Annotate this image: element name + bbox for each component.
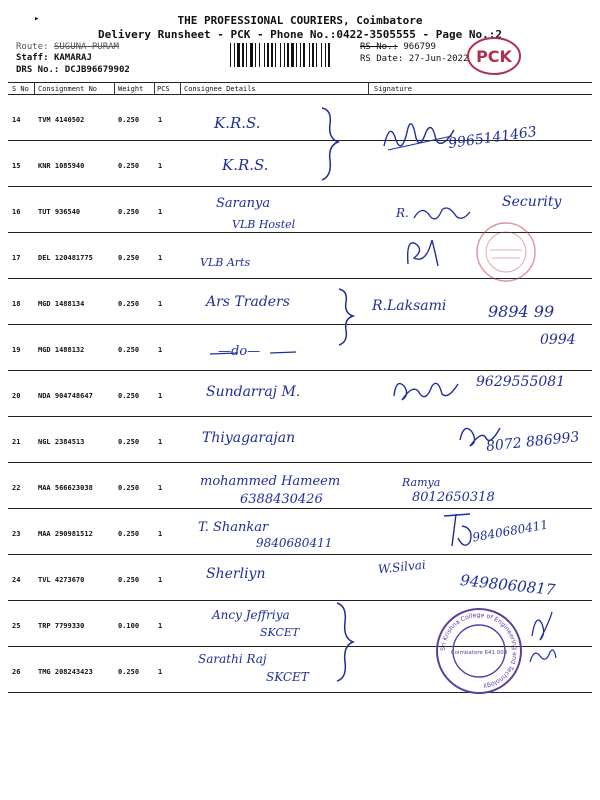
- barcode-bar: [267, 43, 269, 67]
- signature-r17-scribble: [402, 234, 442, 274]
- rs-date-label: RS Date:: [360, 54, 404, 64]
- barcode-bar: [237, 43, 240, 67]
- row-weight: 0.100: [118, 622, 140, 630]
- row-pcs: 1: [158, 576, 163, 584]
- row-consignment-no: KNR 1085940: [38, 162, 85, 170]
- col-pcs-header: PCS: [157, 85, 170, 93]
- row-sno: 15: [12, 162, 21, 170]
- signature-r20-phone: 9629555081: [476, 374, 566, 390]
- signature-r20-scribble: [390, 374, 470, 404]
- hw-r23-name1: T. Shankar: [198, 520, 269, 535]
- row-consignment-no: NDA 904748647: [38, 392, 93, 400]
- table-row: [8, 140, 592, 186]
- route-field: [16, 42, 119, 52]
- college-stamp: [434, 606, 524, 696]
- hw-r23-name2: 9840680411: [256, 536, 333, 550]
- row-sno: 24: [12, 576, 21, 584]
- barcode-bar: [264, 43, 265, 67]
- barcode-bar: [321, 43, 322, 67]
- col-weight-header: Weight: [118, 85, 144, 93]
- signature-r18-phone1: 9894 99: [488, 302, 555, 321]
- row-weight: 0.250: [118, 392, 140, 400]
- barcode-bar: [259, 43, 260, 67]
- col-sno-header: S No: [12, 85, 29, 93]
- row-weight: 0.250: [118, 530, 140, 538]
- col-consignment-header: Consignment No: [38, 85, 98, 93]
- row-consignment-no: DEL 120481775: [38, 254, 93, 262]
- hw-r16-name1: Saranya: [216, 196, 271, 211]
- row-consignment-no: MGD 1488134: [38, 300, 85, 308]
- signature-r16-security: Security: [502, 194, 562, 210]
- hw-r15-name: K.R.S.: [222, 156, 269, 174]
- barcode-bar: [246, 43, 247, 67]
- row-pcs: 1: [158, 530, 163, 538]
- row-weight: 0.250: [118, 668, 140, 676]
- barcode-bar: [242, 43, 244, 67]
- barcode-bar: [275, 43, 276, 67]
- hw-r19-name: —do—: [218, 344, 261, 359]
- signature-r16-scribble: [412, 202, 472, 226]
- row-sno: 14: [12, 116, 21, 124]
- college-stamp-outer-text: Sri Krishna College of Engineering and Technology: [439, 611, 519, 690]
- barcode-bar: [271, 43, 273, 67]
- barcode-bar: [234, 43, 235, 67]
- rs-no-field: [360, 42, 436, 52]
- signature-r14-scribble: [380, 110, 460, 160]
- signature-r14-phone: 9965141463: [447, 123, 538, 153]
- hw-r25-name2: SKCET: [260, 626, 300, 639]
- row-weight: 0.250: [118, 208, 140, 216]
- row-sno: 20: [12, 392, 21, 400]
- col-signature-header: Signature: [374, 85, 412, 93]
- barcode-bar: [280, 43, 281, 67]
- row-consignment-no: TMG 208243423: [38, 668, 93, 676]
- row-sno: 22: [12, 484, 21, 492]
- hw-r14-name: K.R.S.: [214, 114, 261, 132]
- row-weight: 0.250: [118, 576, 140, 584]
- row-consignment-no: TVL 4273670: [38, 576, 85, 584]
- row-consignment-no: MGD 1488132: [38, 346, 85, 354]
- signature-r24-name: W.Silvai: [377, 557, 427, 577]
- signature-r22-name: Ramya: [402, 476, 441, 489]
- route-label: Route:: [16, 42, 49, 52]
- staff-field: [16, 53, 92, 63]
- col-details-header: Consignee Details: [184, 85, 256, 93]
- barcode-bar: [325, 43, 326, 67]
- faded-red-stamp: [474, 220, 538, 284]
- row-sno: 23: [12, 530, 21, 538]
- row-consignment-no: MAA 290981512: [38, 530, 93, 538]
- row-pcs: 1: [158, 392, 163, 400]
- route-value: SUGUNA PURAM: [53, 42, 119, 52]
- row-pcs: 1: [158, 622, 163, 630]
- staff-value: KAMARAJ: [53, 53, 92, 63]
- brace-r25-r26: [334, 600, 358, 684]
- barcode-bar: [287, 43, 289, 67]
- pck-stamp-text: PCK: [476, 47, 512, 66]
- row-pcs: 1: [158, 438, 163, 446]
- row-weight: 0.250: [118, 300, 140, 308]
- barcode-bar: [328, 43, 330, 67]
- signature-r25-scribble: [528, 606, 556, 646]
- hw-r22-name1: mohammed Hameem: [200, 474, 341, 489]
- signature-r24-phone: 9498060817: [459, 571, 557, 599]
- header-arrow: ▸: [34, 14, 40, 24]
- signature-r18-phone2: 0994: [540, 332, 576, 348]
- hw-r25-name1: Ancy Jeffriya: [212, 608, 290, 622]
- row-pcs: 1: [158, 116, 163, 124]
- barcode-bar: [250, 43, 253, 67]
- row-weight: 0.250: [118, 438, 140, 446]
- hw-r24-name: Sherliyn: [206, 566, 266, 582]
- row-weight: 0.250: [118, 162, 140, 170]
- row-sno: 21: [12, 438, 21, 446]
- barcode-bar: [303, 43, 305, 67]
- hw-r22-name2: 6388430426: [240, 492, 323, 507]
- row-consignment-no: NGL 2384513: [38, 438, 85, 446]
- row-pcs: 1: [158, 208, 163, 216]
- row-sno: 26: [12, 668, 21, 676]
- barcode-bar: [309, 43, 310, 67]
- signature-r16-initial: R.: [396, 206, 409, 220]
- row-pcs: 1: [158, 484, 163, 492]
- row-sno: 25: [12, 622, 21, 630]
- barcode-bar: [255, 43, 256, 67]
- barcode-bar: [230, 43, 231, 67]
- row-consignment-no: TUT 936540: [38, 208, 81, 216]
- signature-r23-phone: 9840680411: [471, 517, 549, 545]
- barcode-bar: [284, 43, 285, 67]
- drs-field: [16, 65, 130, 75]
- rs-no-value: 966799: [403, 42, 436, 52]
- barcode-bar: [291, 43, 294, 67]
- drs-label: DRS No.:: [16, 65, 60, 75]
- row-weight: 0.250: [118, 116, 140, 124]
- row-pcs: 1: [158, 668, 163, 676]
- row-weight: 0.250: [118, 346, 140, 354]
- row-sno: 16: [12, 208, 21, 216]
- barcode-bar: [300, 43, 301, 67]
- row-weight: 0.250: [118, 484, 140, 492]
- rs-no-label: RS No.:: [360, 42, 398, 52]
- college-stamp-inner-text: Coimbatore 641 008: [450, 650, 508, 656]
- table-row: [8, 324, 592, 370]
- barcode-bar: [316, 43, 317, 67]
- ditto-line: [208, 348, 298, 358]
- row-sno: 19: [12, 346, 21, 354]
- row-pcs: 1: [158, 346, 163, 354]
- row-weight: 0.250: [118, 254, 140, 262]
- row-sno: 17: [12, 254, 21, 262]
- barcode-bar: [312, 43, 314, 67]
- hw-r26-name2: SKCET: [266, 670, 309, 684]
- signature-r18-name: R.Laksami: [372, 298, 447, 314]
- signature-r21-phone: 8072 886993: [485, 429, 581, 455]
- signature-r22-phone: 8012650318: [412, 490, 495, 505]
- document-subtitle: Delivery Runsheet - PCK - Phone No.:0422-3505555 - Page No.:2: [98, 28, 502, 41]
- barcode-bar: [296, 43, 297, 67]
- row-sno: 18: [12, 300, 21, 308]
- row-pcs: 1: [158, 300, 163, 308]
- row-consignment-no: TRP 7799330: [38, 622, 85, 630]
- row-pcs: 1: [158, 254, 163, 262]
- pck-stamp: [466, 36, 522, 76]
- signature-r26-scribble: [526, 644, 558, 670]
- brace-r18-r19: [336, 286, 358, 348]
- drs-value: DCJB96679902: [64, 65, 130, 75]
- hw-r17-name: VLB Arts: [200, 256, 251, 269]
- barcode: [228, 42, 358, 68]
- hw-r18-name: Ars Traders: [206, 294, 290, 310]
- rs-date-field: [360, 54, 468, 64]
- hw-r16-name2: VLB Hostel: [232, 218, 296, 231]
- row-pcs: 1: [158, 162, 163, 170]
- staff-label: Staff:: [16, 53, 49, 63]
- rs-date-value: 27-Jun-2022: [408, 54, 469, 64]
- hw-r20-name: Sundarraj M.: [206, 384, 301, 400]
- row-consignment-no: MAA 566623038: [38, 484, 93, 492]
- brace-r14-r15: [318, 104, 348, 184]
- document-title: THE PROFESSIONAL COURIERS, Coimbatore: [177, 14, 423, 27]
- row-consignment-no: TVM 4140502: [38, 116, 85, 124]
- hw-r21-name: Thiyagarajan: [202, 430, 296, 446]
- hw-r26-name1: Sarathi Raj: [198, 652, 267, 666]
